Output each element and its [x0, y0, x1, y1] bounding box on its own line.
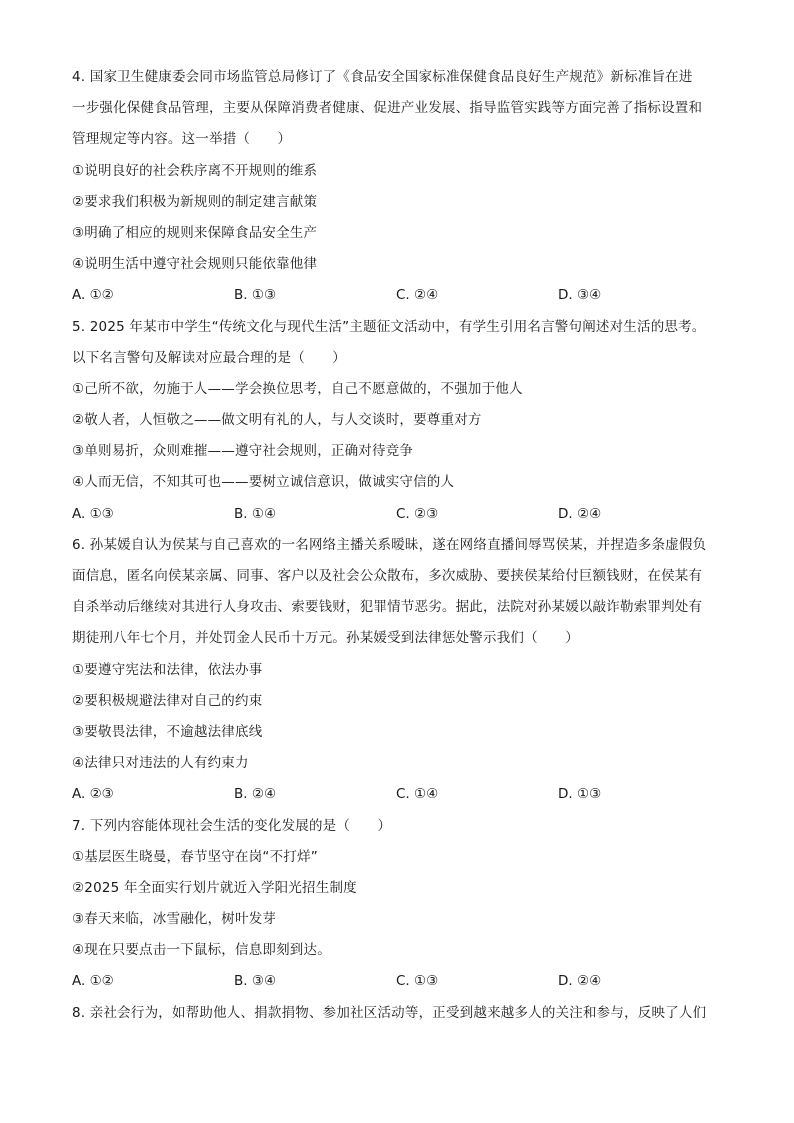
question-stem-line: 8. 亲社会行为，如帮助他人、捐款捐物、参加社区活动等，正受到越来越多人的关注和参与，反映了人们	[72, 1004, 707, 1021]
option-c: C. ②④	[396, 287, 439, 304]
option-b: B. ①③	[234, 287, 277, 304]
question-stem-line: 6. 孙某媛自认为侯某与自己喜欢的一名网络主播关系暧昧，遂在网络直播间辱骂侯某，并捏造多条虚假负	[72, 536, 707, 553]
question-stem-line: 4. 国家卫生健康委会同市场监管总局修订了《食品安全国家标准保健食品良好生产规范》新标准旨在进	[72, 69, 693, 85]
option-a: A. ①③	[72, 505, 114, 522]
option-d: D. ①③	[558, 786, 602, 803]
option-c: C. ①③	[396, 973, 439, 990]
statement-item: ④人而无信，不知其可也——要树立诚信意识，做诚实守信的人	[72, 474, 455, 491]
question-stem-line: 7. 下列内容能体现社会生活的变化发展的是（ ）	[72, 817, 392, 834]
statement-item: ①基层医生晓曼，春节坚守在岗“不打烊”	[72, 848, 318, 865]
statement-item: ①己所不欲，勿施于人——学会换位思考，自己不愿意做的，不强加于他人	[72, 380, 523, 397]
question-8	[72, 998, 724, 1029]
statement-item: ④说明生活中遵守社会规则只能依靠他律	[72, 256, 318, 273]
answer-options	[72, 779, 724, 810]
option-b: B. ②④	[234, 786, 277, 803]
question-stem-line: 管理规定等内容。这一举措（ ）	[72, 131, 292, 148]
statement-item: ②要积极规避法律对自己的约束	[72, 692, 263, 709]
option-c: C. ①④	[396, 786, 439, 803]
statement-item: ④法律只对违法的人有约束力	[72, 755, 249, 772]
option-a: A. ①②	[72, 973, 114, 990]
question-stem-line: 以下名言警句及解读对应最合理的是（ ）	[72, 349, 346, 366]
question-4	[72, 62, 724, 312]
question-6	[72, 530, 724, 811]
statement-item: ②要求我们积极为新规则的制定建言献策	[72, 193, 318, 210]
question-stem-line: 期徒刑八年七个月，并处罚金人民币十万元。孙某媛受到法律惩处警示我们（ ）	[72, 630, 579, 647]
option-b: B. ①④	[234, 505, 277, 522]
option-b: B. ③④	[234, 973, 277, 990]
statement-item: ④现在只要点击一下鼠标，信息即刻到达。	[72, 942, 331, 959]
statement-item: ①说明良好的社会秩序离不开规则的维系	[72, 162, 318, 179]
question-5	[72, 312, 724, 530]
option-c: C. ②③	[396, 505, 439, 522]
answer-options	[72, 499, 724, 530]
question-7	[72, 811, 724, 998]
statement-item: ②2025 年全面实行划片就近入学阳光招生制度	[72, 879, 357, 896]
statement-item: ①要遵守宪法和法律，依法办事	[72, 661, 263, 678]
answer-options	[72, 280, 724, 311]
option-d: D. ③④	[558, 287, 602, 304]
statement-item: ③单则易折，众则难摧——遵守社会规则，正确对待竞争	[72, 443, 414, 460]
document-page	[72, 62, 724, 1029]
question-stem-line: 面信息，匿名向侯某亲属、同事、客户以及社会公众散布，多次威胁、要挟侯某给付巨额钱财，在侯某有	[72, 568, 703, 584]
question-stem-line: 一步强化保健食品管理，主要从保障消费者健康、促进产业发展、指导监管实践等方面完善了指标设置和	[72, 100, 703, 117]
question-stem-line: 5. 2025 年某市中学生“传统文化与现代生活”主题征文活动中，有学生引用名言警句阐述对生活的思考。	[72, 318, 706, 335]
question-stem-line: 自杀举动后继续对其进行人身攻击、索要钱财，犯罪情节恶劣。据此，法院对孙某媛以敲诈勒索罪判处有	[72, 599, 703, 616]
answer-options	[72, 966, 724, 997]
option-a: A. ①②	[72, 287, 114, 304]
statement-item: ③明确了相应的规则来保障食品安全生产	[72, 224, 318, 241]
option-a: A. ②③	[72, 786, 114, 803]
statement-item: ③要敬畏法律，不逾越法律底线	[72, 723, 263, 740]
option-d: D. ②④	[558, 973, 602, 990]
option-d: D. ②④	[558, 505, 602, 522]
statement-item: ②敬人者，人恒敬之——做文明有礼的人，与人交谈时，要尊重对方	[72, 412, 482, 429]
statement-item: ③春天来临，冰雪融化，树叶发芽	[72, 911, 277, 928]
